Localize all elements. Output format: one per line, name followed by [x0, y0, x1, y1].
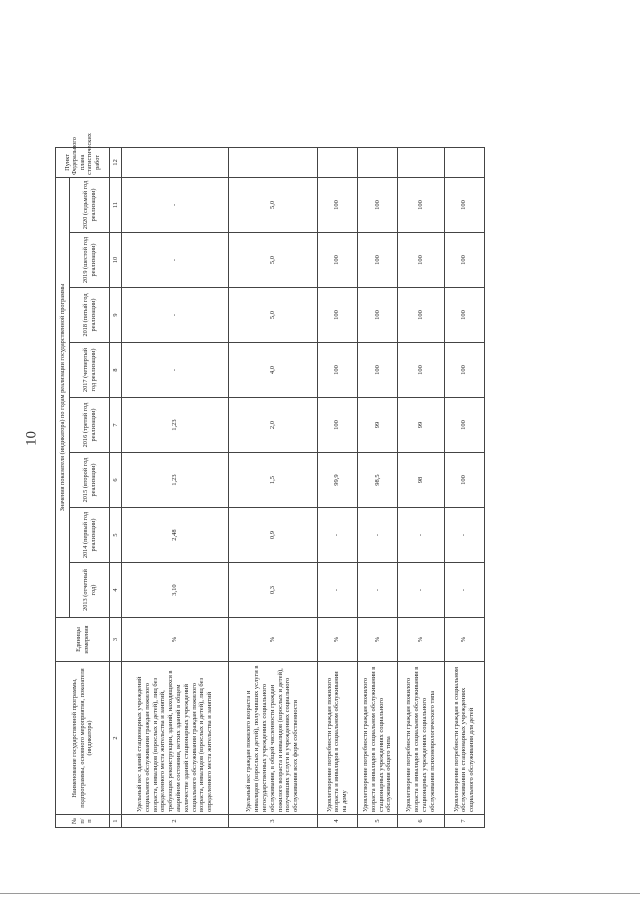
row-value: - [357, 563, 397, 618]
row-name: Удовлетворение потребности граждан пожилого возраста и инвалидов в социальном обслуживании на дому [317, 662, 357, 815]
header-unit: Единицы измерения [56, 618, 110, 662]
row-value: 100 [357, 343, 397, 398]
row-value: 0,9 [228, 508, 317, 563]
row-plan [122, 147, 229, 177]
table-row [317, 147, 357, 827]
row-name: Удельный вес зданий стационарных учреждений социального обслуживания граждан пожилого возраста, инвалидов (взрослых и детей), лиц без определенного места жительства и занятий, требующих реконструкции, зданий, находящихся в аварийном состоянии, ветхих зданий в общем количестве зданий стационарных учреждений социального обслуживания граждан пожилого возраста, инвалидов (взрослых и детей), лиц без определенного места жительства и занятий [122, 662, 229, 815]
row-value: 0,3 [228, 563, 317, 618]
header-year: 2020 (седьмой год реализации) [70, 177, 110, 232]
row-value: - [444, 563, 484, 618]
row-value: 99,9 [317, 453, 357, 508]
row-value: 100 [444, 398, 484, 453]
row-value: - [317, 563, 357, 618]
row-num: 5 [357, 815, 397, 828]
header-year: 2019 (шестой год реализации) [70, 233, 110, 288]
row-value: 98 [398, 453, 444, 508]
table-row [122, 147, 229, 827]
row-value: 100 [317, 398, 357, 453]
row-value: - [122, 343, 229, 398]
rotated-table-sheet [55, 133, 485, 828]
row-value: 100 [317, 233, 357, 288]
column-number: 10 [110, 233, 122, 288]
row-unit: % [444, 618, 484, 662]
row-value: 99 [357, 398, 397, 453]
row-unit: % [228, 618, 317, 662]
row-plan [444, 147, 484, 177]
column-number: 9 [110, 288, 122, 343]
row-value: 1,5 [228, 453, 317, 508]
page-number: 10 [23, 431, 40, 446]
row-plan [398, 147, 444, 177]
row-plan [357, 147, 397, 177]
header-plan: Пункт Федерального плана статистических работ [56, 147, 110, 177]
header-year: 2013 (отчетный год) [70, 563, 110, 618]
row-value: 100 [444, 177, 484, 232]
row-value: - [398, 563, 444, 618]
row-unit: % [357, 618, 397, 662]
row-name: Удовлетворение потребности граждан пожилого возраста и инвалидов в социальном обслуживании в стационарных учреждениях социального обслуживания психоневрологического типа [398, 662, 444, 815]
page-bottom-divider [0, 893, 640, 894]
row-value: 5,0 [228, 288, 317, 343]
row-value: 4,0 [228, 343, 317, 398]
header-year: 2016 (третий год реализации) [70, 398, 110, 453]
row-num: 6 [398, 815, 444, 828]
column-number: 6 [110, 453, 122, 508]
row-value: 100 [398, 233, 444, 288]
row-value: - [444, 508, 484, 563]
column-number: 5 [110, 508, 122, 563]
row-unit: % [398, 618, 444, 662]
header-year: 2014 (первый год реализации) [70, 508, 110, 563]
table-row [228, 147, 317, 827]
row-value: 100 [317, 177, 357, 232]
row-name: Удельный вес граждан пожилого возраста и инвалидов (взрослых и детей), получивших услуги в негосударственных учреждениях социального обслуживания, в общей численности граждан пожилого возраста и инвалидов (взрослых и детей), получивших услуги в учреждениях социального обслуживания всех форм собственности [228, 662, 317, 815]
row-value: 100 [444, 343, 484, 398]
row-plan [228, 147, 317, 177]
row-value: 100 [444, 288, 484, 343]
row-value: 99 [398, 398, 444, 453]
row-value: - [398, 508, 444, 563]
row-value: 100 [317, 343, 357, 398]
column-number: 3 [110, 618, 122, 662]
column-numbers-row [110, 147, 122, 827]
row-value: - [122, 177, 229, 232]
row-value: 2,0 [228, 398, 317, 453]
header-values-group: Значения показателя (индикатора) по годам реализации государственной программы [56, 177, 70, 617]
row-value: - [122, 288, 229, 343]
row-value: 100 [398, 288, 444, 343]
row-value: 5,0 [228, 233, 317, 288]
row-value: 100 [357, 288, 397, 343]
row-value: 100 [444, 233, 484, 288]
column-number: 7 [110, 398, 122, 453]
column-number: 2 [110, 662, 122, 815]
row-value: - [317, 508, 357, 563]
row-value: 100 [444, 453, 484, 508]
row-value: 100 [317, 288, 357, 343]
column-number: 1 [110, 815, 122, 828]
table-row [444, 147, 484, 827]
column-number: 11 [110, 177, 122, 232]
row-num: 7 [444, 815, 484, 828]
row-unit: % [317, 618, 357, 662]
row-value: 100 [398, 177, 444, 232]
row-value: - [357, 508, 397, 563]
row-value: 100 [357, 233, 397, 288]
row-num: 3 [228, 815, 317, 828]
header-name: Наименование государственной программы, подпрограммы, основного мероприятия, показателя (индикатора) [56, 662, 110, 815]
row-name: Удовлетворение потребности граждан в социальном обслуживании в стационарных учреждениях социального обслуживания для детей [444, 662, 484, 815]
row-plan [317, 147, 357, 177]
row-value: 5,0 [228, 177, 317, 232]
header-year: 2015 (второй год реализации) [70, 453, 110, 508]
row-value: 1,23 [122, 453, 229, 508]
table-row [398, 147, 444, 827]
row-num: 2 [122, 815, 229, 828]
column-number: 4 [110, 563, 122, 618]
row-value: 100 [357, 177, 397, 232]
row-num: 4 [317, 815, 357, 828]
header-year: 2018 (пятый год реализации) [70, 288, 110, 343]
row-value: 2,48 [122, 508, 229, 563]
indicators-table [55, 133, 485, 828]
row-value: 98,5 [357, 453, 397, 508]
row-value: 3,10 [122, 563, 229, 618]
header-num: № п/п [56, 815, 110, 828]
column-number: 8 [110, 343, 122, 398]
row-name: Удовлетворение потребности граждан пожилого возраста и инвалидов в социальном обслуживании в стационарных учреждениях социального обслуживания общего типа [357, 662, 397, 815]
row-value: - [122, 233, 229, 288]
table-row [357, 147, 397, 827]
row-value: 1,23 [122, 398, 229, 453]
row-value: 100 [398, 343, 444, 398]
column-number: 12 [110, 147, 122, 177]
header-year: 2017 (четвертый год реализации) [70, 343, 110, 398]
row-unit: % [122, 618, 229, 662]
